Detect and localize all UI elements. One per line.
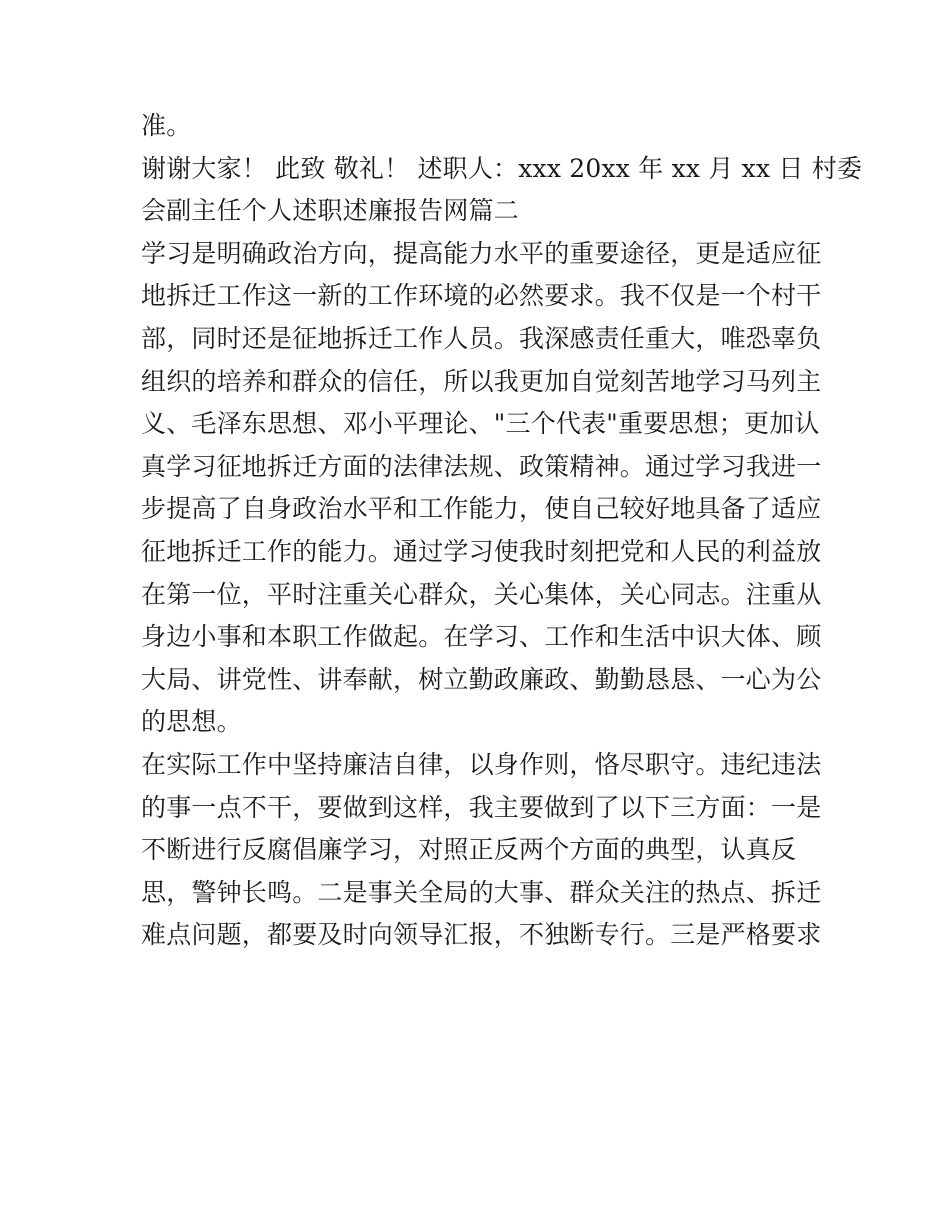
text-line: 谢谢大家！ 此致 敬礼！ 述职人：xxx 20xx 年 xx 月 xx 日 村委 <box>141 153 863 183</box>
text-line: 不断进行反腐倡廉学习，对照正反两个方面的典型，认真反 <box>141 835 797 865</box>
text-line: 组织的培养和群众的信任，所以我更加自觉刻苦地学习马列主 <box>141 366 822 396</box>
text-line: 准。 <box>141 111 192 140</box>
text-line: 在第一位，平时注重关心群众，关心集体，关心同志。注重从 <box>141 579 822 609</box>
text-line: 部，同时还是征地拆迁工作人员。我深感责任重大，唯恐辜负 <box>141 323 822 353</box>
text-line: 在实际工作中坚持廉洁自律，以身作则，恪尽职守。违纪违法 <box>141 749 822 779</box>
text-line: 思，警钟长鸣。二是事关全局的大事、群众关注的热点、拆迁 <box>141 877 822 907</box>
document-body <box>141 105 863 957</box>
text-line: 的事一点不干，要做到这样，我主要做到了以下三方面：一是 <box>141 792 822 822</box>
text-line: 学习是明确政治方向，提高能力水平的重要途径，更是适应征 <box>141 238 822 268</box>
text-line: 真学习征地拆迁方面的法律法规、政策精神。通过学习我进一 <box>141 451 822 481</box>
text-line: 身边小事和本职工作做起。在学习、工作和生活中识大体、顾 <box>141 622 822 652</box>
text-line: 的思想。 <box>141 707 242 737</box>
text-line: 难点问题，都要及时向领导汇报，不独断专行。三是严格要求 <box>141 920 822 950</box>
text-line: 征地拆迁工作的能力。通过学习使我时刻把党和人民的利益放 <box>141 536 822 566</box>
text-line: 大局、讲党性、讲奉献，树立勤政廉政、勤勤恳恳、一心为公 <box>141 664 822 694</box>
text-line: 地拆迁工作这一新的工作环境的必然要求。我不仅是一个村干 <box>141 281 822 311</box>
text-line: 会副主任个人述职述廉报告网篇二 <box>141 196 520 226</box>
text-line: 义、毛泽东思想、邓小平理论、"三个代表"重要思想；更加认 <box>141 409 820 439</box>
text-line: 步提高了自身政治水平和工作能力，使自己较好地具备了适应 <box>141 494 822 524</box>
